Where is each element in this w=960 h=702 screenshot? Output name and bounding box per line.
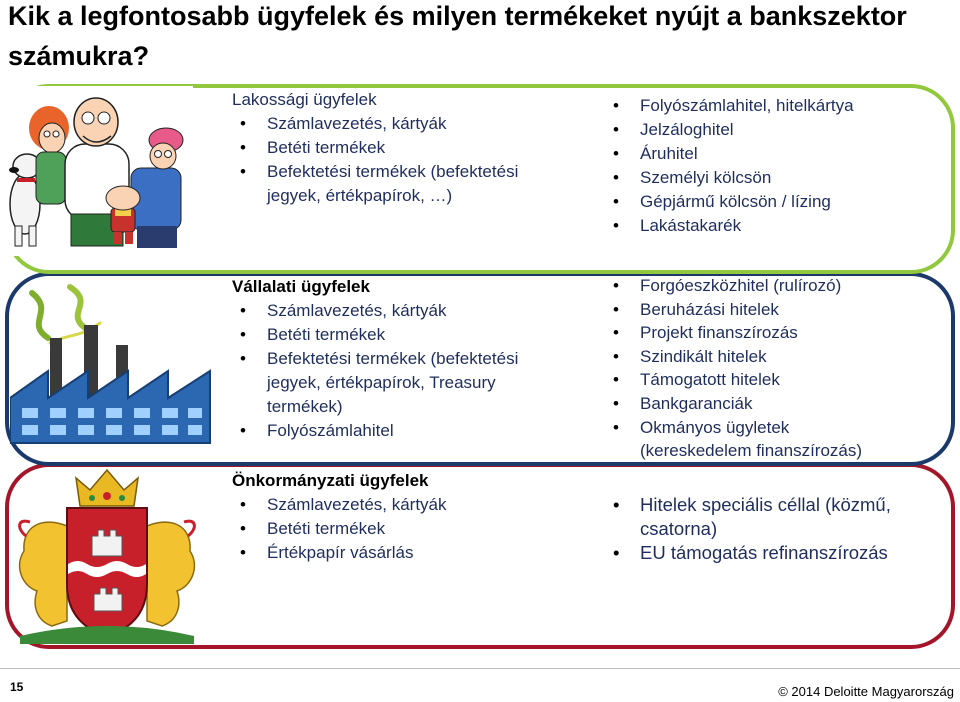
left-lion-shape <box>20 521 67 626</box>
corporate-lending-products <box>640 274 862 463</box>
municipal-lending-products <box>640 493 891 565</box>
right-lion-shape <box>147 521 194 626</box>
shield-shape <box>67 508 147 636</box>
list-item: • Projekt finanszírozás <box>640 321 862 345</box>
list-item: • Okmányos ügyletek (kereskedelem finanszírozás) <box>640 416 862 463</box>
green-ground-shape <box>20 626 194 644</box>
corporate-customers-factory-image <box>10 283 225 448</box>
list-item: • Számlavezetés, kártyák <box>267 299 518 323</box>
retail-right-list <box>640 94 854 238</box>
list-item: • Áruhitel <box>640 142 854 166</box>
retail-deposit-products <box>232 88 518 208</box>
list-item: • Betéti termékek <box>267 323 518 347</box>
list-item: • Számlavezetés, kártyák <box>267 493 447 517</box>
list-item: • Befektetési termékek (befektetési jegyek, értékpapírok, Treasury termékek) <box>267 347 518 419</box>
list-item: • Folyószámlahitel <box>267 419 518 443</box>
municipal-deposit-products <box>232 469 447 565</box>
corporate-heading: Vállalati ügyfelek <box>232 277 370 296</box>
corporate-deposit-products <box>232 275 518 443</box>
list-item: • Bankgaranciák <box>640 392 862 416</box>
retail-lending-products <box>640 94 854 238</box>
footer-divider <box>0 668 960 669</box>
slide-title: Kik a legfontosabb ügyfelek és milyen termékeket nyújt a bankszektor számukra? <box>8 1 907 71</box>
list-item: • Befektetési termékek (befektetési jegyek, értékpapírok, …) <box>267 160 518 208</box>
copyright-notice: © 2014 Deloitte Magyarország <box>778 684 954 699</box>
page-number: 15 <box>10 680 24 694</box>
list-item: • Személyi kölcsön <box>640 166 854 190</box>
list-item: • Betéti termékek <box>267 517 447 541</box>
list-item: • Értékpapír vásárlás <box>267 541 447 565</box>
crown-shape <box>76 470 138 506</box>
list-item: • EU támogatás refinanszírozás <box>640 541 891 565</box>
corporate-right-list <box>640 274 862 463</box>
list-item: • Folyószámlahitel, hitelkártya <box>640 94 854 118</box>
retail-heading: Lakossági ügyfelek <box>232 90 377 109</box>
list-item: • Hitelek speciális céllal (közmű, csatorna) <box>640 493 891 541</box>
list-item: • Beruházási hitelek <box>640 298 862 322</box>
municipal-heading: Önkormányzati ügyfelek <box>232 471 429 490</box>
municipal-coat-of-arms-image <box>12 466 202 644</box>
list-item: • Támogatott hitelek <box>640 368 862 392</box>
list-item: • Forgóeszközhitel (rulírozó) <box>640 274 862 298</box>
list-item: • Számlavezetés, kártyák <box>267 112 518 136</box>
list-item: • Gépjármű kölcsön / lízing <box>640 190 854 214</box>
list-item: • Szindikált hitelek <box>640 345 862 369</box>
list-item: • Jelzáloghitel <box>640 118 854 142</box>
municipal-left-list <box>232 493 447 565</box>
retail-customers-cartoon-image <box>3 86 193 256</box>
municipal-right-list <box>640 493 891 565</box>
list-item: • Lakástakarék <box>640 214 854 238</box>
retail-left-list <box>232 112 518 208</box>
list-item: • Betéti termékek <box>267 136 518 160</box>
son-figure <box>131 168 181 248</box>
corporate-left-list <box>232 299 518 443</box>
